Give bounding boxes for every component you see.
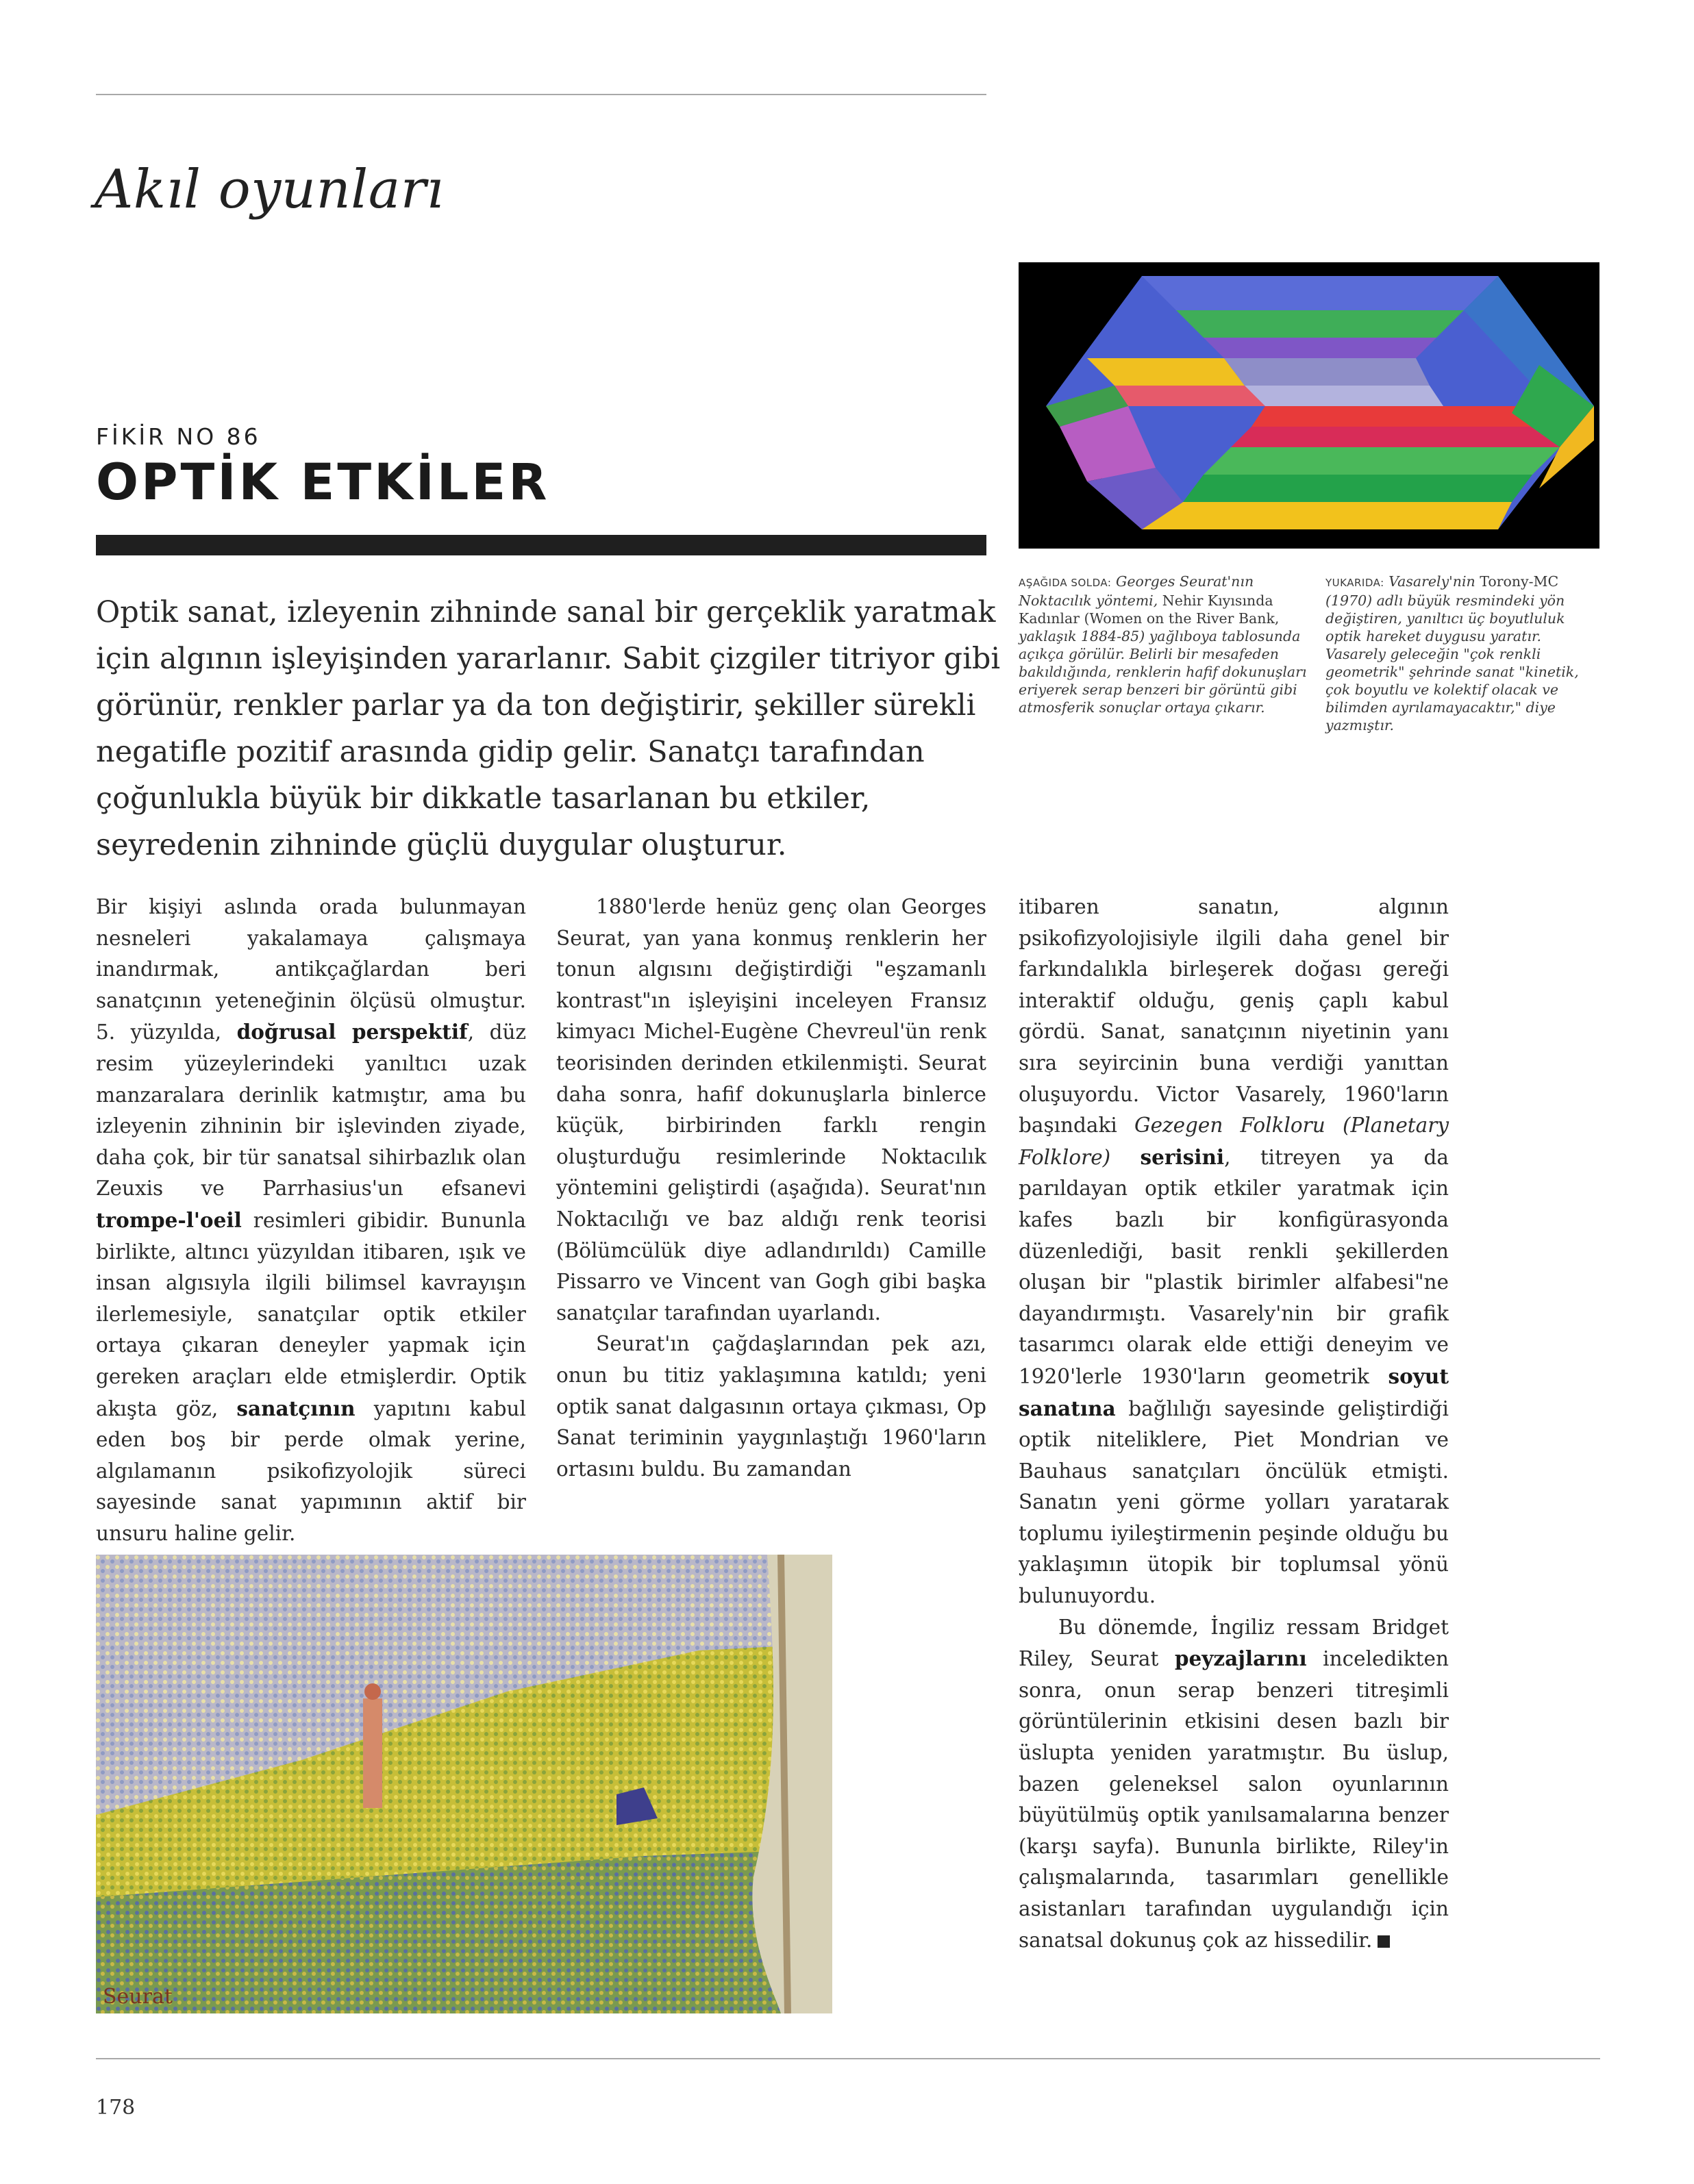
caption-text: Georges Seurat'nın — [1111, 573, 1254, 590]
intro-line: için algının işleyişinden yararlanır. Sabit çizgiler titriyor gibi — [96, 642, 1001, 676]
idea-number: FİKİR NO 86 — [96, 423, 261, 450]
glossary-term: sanatçının — [236, 1396, 356, 1420]
vasarely-painting-image — [1019, 262, 1599, 549]
intro-line: negatifle pozitif arasında gidip gelir. Sanatçı tarafından — [96, 735, 925, 769]
text: , titreyen ya da parıldayan optik etkiler yaratmak için kafes bazlı bir konfigürasyonda düzenlediği, basit renkli şekillerden oluşan bir "plastik birimler alfabesi"ne dayandırmıştı. Vasarely'nin bir grafik tasarımcı olarak elde ettiği deneyim ve 1920'lerle 1930'ların geometrik — [1019, 1145, 1449, 1388]
body-column-2 — [556, 892, 986, 1485]
paragraph — [1019, 892, 1449, 1612]
text: itibaren sanatın, algının psikofizyolojisiyle ilgili daha genel bir farkındalıkla birleşerek doğası gereği interaktif olduğu, geniş çaplı kabul gördü. Sanat, sanatçının niyetinin yanı sıra seyircinin buna verdiği yanıttan oluşuyordu. Victor Vasarely, 1960'ların başındaki — [1019, 895, 1449, 1138]
seurat-signature: Seurat — [103, 1985, 173, 2009]
caption-text: (1970) adlı büyük resmindeki yön değiştiren, yanıltıcı üç boyutluluk optik hareket duygusu yaratır. Vasarely geleceğin "çok renkli geometrik" şehrinde sanat "kinetik, çok boyutlu ve kolektif olacak ve bilimden ayrılamayacaktır," diye yazmıştır. — [1325, 592, 1579, 733]
caption-right — [1325, 573, 1599, 734]
seurat-painting-icon — [96, 1555, 832, 2013]
intro-paragraph — [96, 589, 1001, 868]
text — [1110, 1146, 1140, 1169]
text: inceledikten sonra, onun serap benzeri titreşimli görüntülerinin etkisini desen bazlı bir üslupta yeniden yaratmıştır. Bu üslup, bazen geleneksel salon oyunlarının büyütülmüş optik yanılsamalarına benzer (karşı sayfa). Bununla birlikte, Riley'in çalışmalarında, tasarımları genellikle asistanları tarafından uygulandığı için sanatsal dokunuş çok az hissedilir. — [1019, 1647, 1449, 1952]
seurat-painting-image — [96, 1555, 832, 2013]
paragraph — [1019, 1612, 1449, 1957]
caption-artwork-title: Nehir Kıyısında Kadınlar (Women on the River Bank, — [1019, 592, 1280, 627]
idea-title: OPTİK ETKİLER — [96, 453, 550, 512]
paragraph: 1880'lerde henüz genç olan Georges Seurat, yan yana konmuş renklerin her tonun algısını değiştirdiği "eşzamanlı kontrast"ın işleyişini inceleyen Fransız kimyacı Michel-Eugène Chevreul'ün renk teorisinden derinden etkilenmişti. Seurat daha sonra, hafif dokunuşlarla binlerce küçük, birbirinden farklı rengin oluşturduğu resimlerinde Noktacılık yöntemini geliştirdi (aşağıda). Seurat'nın Noktacılığı ve baz aldığı renk teorisi (Bölümcülük diye adlandırıldı) Camille Pissarro ve Vincent van Gogh gibi başka sanatçılar tarafından uyarlandı. — [556, 895, 986, 1325]
page-number: 178 — [96, 2096, 136, 2120]
artwork-title: Gezegen Folkloru (Planetary Folklore) — [1019, 1114, 1449, 1169]
top-rule — [96, 94, 986, 95]
caption-text: Vasarely'nin — [1384, 573, 1480, 590]
glossary-term: trompe-l'oeil — [96, 1207, 242, 1232]
text: yapıtını kabul eden boş bir perde olmak yerine, algılamanın psikofizyolojik süreci sayesinde sanat yapımının aktif bir unsuru haline gelir. — [96, 1396, 526, 1545]
title-bar — [96, 535, 986, 555]
caption-tag: AŞAĞIDA SOLDA: — [1019, 577, 1112, 589]
intro-line: Optik sanat, izleyenin zihninde sanal bir gerçeklik yaratmak — [96, 595, 996, 629]
text: Bir kişiyi aslında orada bulunmayan nesneleri yakalamaya çalışmaya inandırmak, antikçağlardan beri sanatçının yeteneğinin ölçüsü olmuştur. 5. yüzyılda, — [96, 895, 526, 1044]
paragraph: Seurat'ın çağdaşlarından pek azı, onun bu titiz yaklaşımına katıldı; yeni optik sanat dalgasının ortaya çıkması, Op Sanat teriminin yaygınlaştığı 1960'ların ortasını buldu. Bu zamandan — [556, 1332, 986, 1481]
glossary-term: doğrusal perspektif — [236, 1020, 468, 1044]
intro-line: seyredenin zihninde güçlü duygular oluşturur. — [96, 828, 787, 862]
bottom-rule — [96, 2058, 1600, 2059]
text: resimleri gibidir. Bununla birlikte, altıncı yüzyıldan itibaren, ışık ve insan algısıyla ilgili bilimsel kavrayışın ilerlemesiyle, sanatçılar optik etkiler ortaya çıkaran deneyler yapmak için gereken araçları elde etmişlerdir. Optik akışta göz, — [96, 1208, 526, 1420]
glossary-term: soyut sanatına — [1019, 1364, 1449, 1420]
caption-tag: YUKARIDA: — [1325, 577, 1384, 589]
caption-text: Noktacılık yöntemi, — [1019, 592, 1162, 609]
intro-line: görünür, renkler parlar ya da ton değiştirir, şekiller sürekli — [96, 688, 976, 723]
glossary-term: serisini — [1140, 1144, 1225, 1169]
caption-text: yaklaşık 1884-85) yağlıboya tablosunda açıkça görülür. Belirli bir mesafeden bakıldığında, renklerin hafif dokunuşları eriyerek serap benzeri bir görüntü gibi atmosferik sonuçlar ortaya çıkarır. — [1019, 628, 1307, 716]
text: , düz resim yüzeylerindeki yanıltıcı uzak manzaralara derinlik katmıştır, ama bu izleyenin zihninin bir işlevinden ziyade, daha çok, bir tür sanatsal sihirbazlık olan Zeuxis ve Parrhasius'un efsanevi — [96, 1020, 527, 1201]
body-column-3 — [1019, 892, 1449, 1956]
caption-left — [1019, 573, 1320, 716]
intro-line: çoğunlukla büyük bir dikkatle tasarlanan bu etkiler, — [96, 781, 871, 816]
section-title: Akıl oyunları — [95, 159, 444, 221]
text: Bu dönemde, İngiliz ressam Bridget Riley, Seurat — [1019, 1615, 1449, 1671]
text: bağlılığı sayesinde geliştirdiği optik niteliklere, Piet Mondrian ve Bauhaus sanatçıları öncülük etmişti. Sanatın yeni görme yolları yaratarak toplumu iyileştirmenin peşinde olduğu bu yaklaşımın ütopik bir toplumsal yönü bulunuyordu. — [1019, 1396, 1449, 1608]
paragraph — [96, 892, 526, 1549]
caption-artwork-title: Torony-MC — [1480, 573, 1559, 590]
end-mark-icon — [1378, 1935, 1390, 1948]
glossary-term: peyzajlarını — [1174, 1646, 1307, 1671]
body-column-1 — [96, 892, 526, 1549]
vasarely-painting-icon — [1019, 262, 1599, 549]
